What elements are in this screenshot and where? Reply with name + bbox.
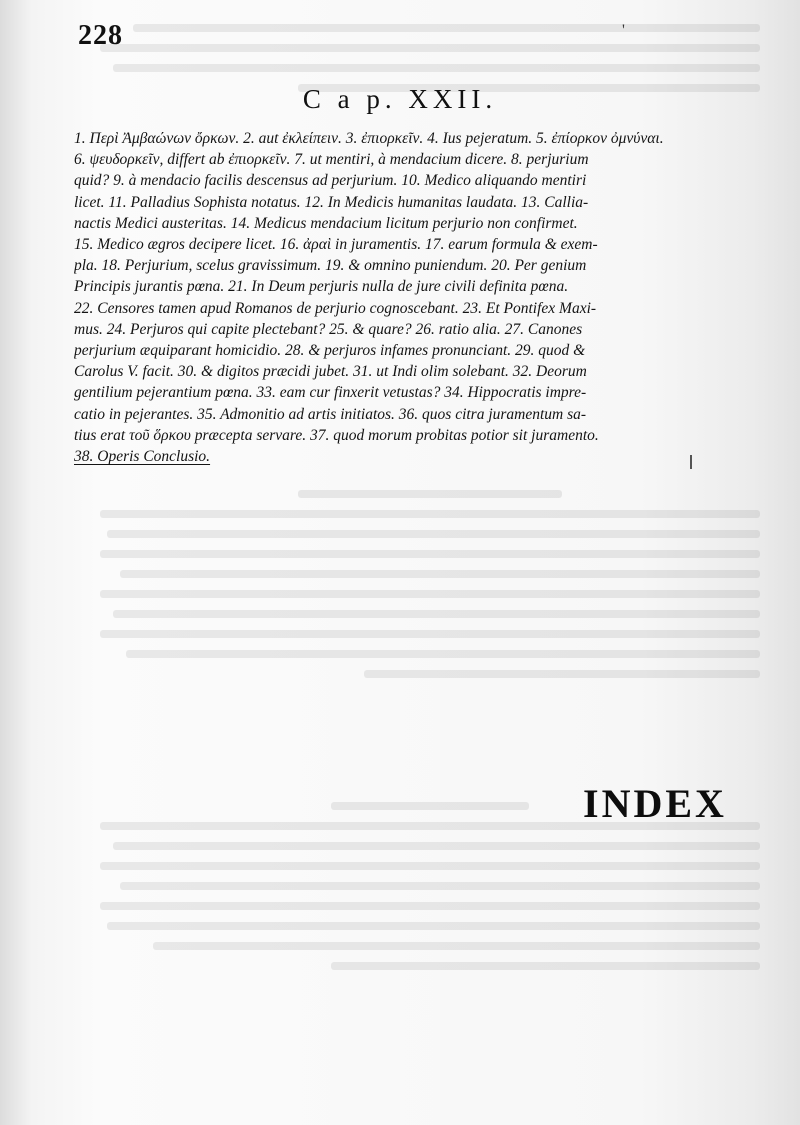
summary-line: gentilium pejerantium pœna. 33. eam cur finxerit vetustas? 34. Hippocratis impre-: [74, 384, 587, 402]
summary-line: mus. 24. Perjuros qui capite plectebant? 25. & quare? 26. ratio alia. 27. Canones: [74, 320, 583, 338]
index-heading: INDEX: [583, 781, 727, 826]
bleed-through-lower: [100, 790, 760, 1070]
chapter-summary: [74, 128, 746, 467]
summary-line: 1. Περὶ Ἀμβαώνων ὄρκων. 2. aut ἐκλείπειν. 3. ἐπιορκεῖν. 4. Ius pejeratum. 5. ἐπίορκον ὀμνύναι.: [74, 130, 664, 147]
summary-line: 22. Censores tamen apud Romanos de perjurio cognoscebant. 23. Et Pontifex Maxi-: [74, 299, 597, 317]
chapter-heading: C a p. XXII.: [302, 84, 498, 114]
summary-line: 15. Medico ægros decipere licet. 16. ἀραὶ in juramentis. 17. earum formula & exem-: [74, 236, 598, 254]
ink-mark: [690, 455, 692, 469]
summary-line: tius erat τοῦ ὅρκου præcepta servare. 37. quod morum probitas potior sit juramento.: [74, 426, 599, 444]
summary-line: nactis Medici austeritas. 14. Medicus mendacium licitum perjurio non confirmet.: [74, 214, 578, 232]
summary-line: catio in pejerantes. 35. Admonitio ad artis initiatos. 36. quos citra juramentum sa-: [74, 405, 587, 423]
summary-line: Carolus V. facit. 30. & digitos præcidi jubet. 31. ut Indi olim solebant. 32. Deorum: [74, 363, 587, 381]
summary-line: 6. ψευδορκεῖν, differt ab ἐπιορκεῖν. 7. ut mentiri, à mendacium dicere. 8. perjurium: [74, 151, 589, 169]
summary-line: perjurium æquiparant homicidio. 28. & perjuros infames pronunciant. 29. quod &: [74, 342, 586, 360]
summary-final-item: 38. Operis Conclusio.: [74, 448, 211, 466]
summary-line: Principis jurantis pœna. 21. In Deum perjuris nulla de jure civili definita pœna.: [74, 278, 569, 296]
corner-mark: ': [622, 22, 625, 39]
summary-line: quid? 9. à mendacio facilis descensus ad perjurium. 10. Medico aliquando mentiri: [74, 172, 587, 190]
page-number: 228: [78, 20, 123, 51]
summary-line: pla. 18. Perjurium, scelus gravissimum. 19. & omnino puniendum. 20. Per genium: [74, 257, 587, 275]
summary-line: licet. 11. Palladius Sophista notatus. 12. In Medicis humanitas laudata. 13. Callia-: [74, 193, 589, 211]
bleed-through-middle: [100, 478, 760, 758]
